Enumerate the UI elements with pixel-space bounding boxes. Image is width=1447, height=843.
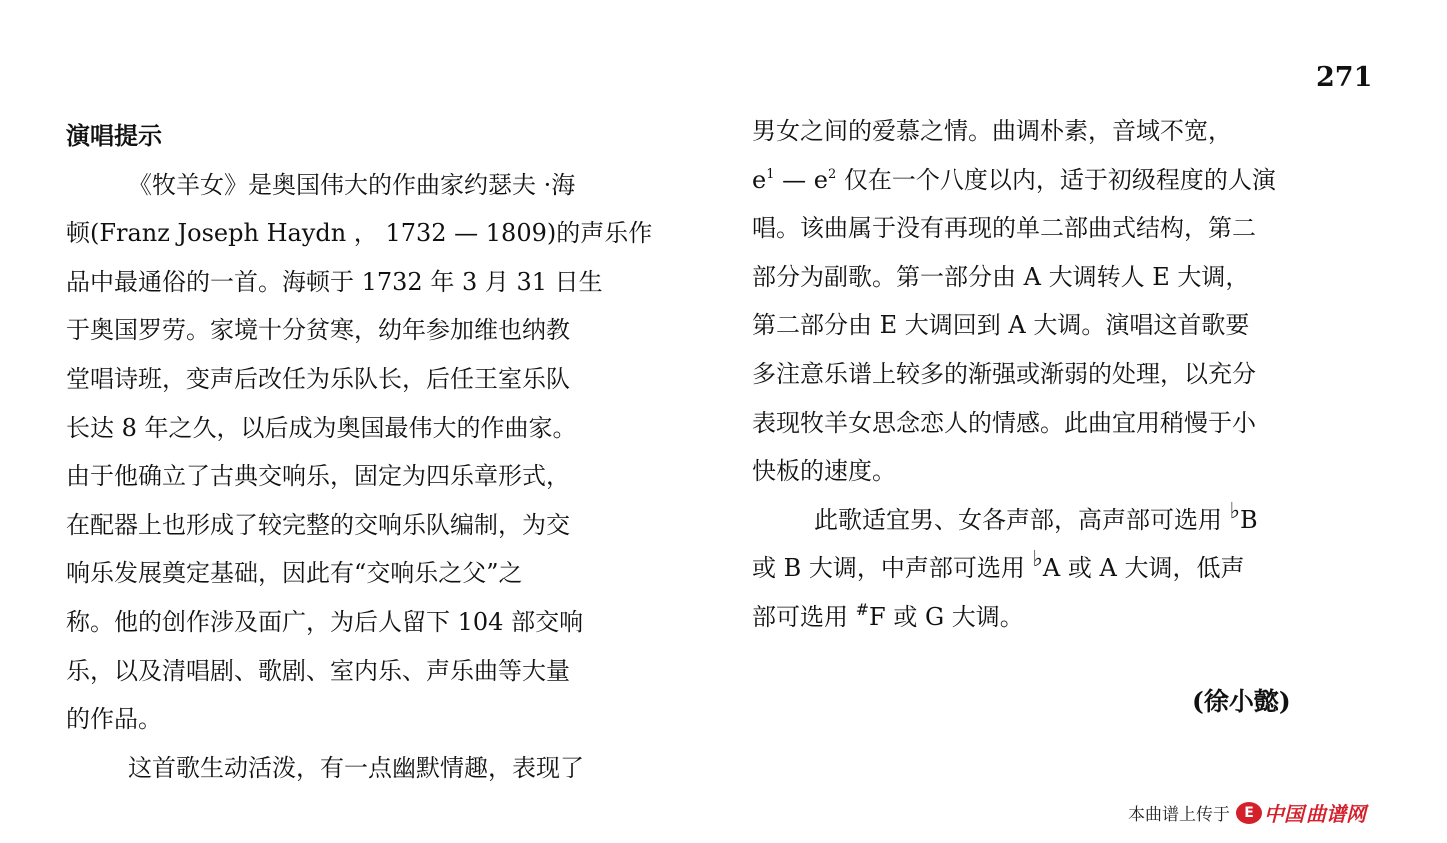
paragraph-line: 在配器上也形成了较完整的交响乐队编制，为交 — [66, 510, 570, 539]
range-rest: 仅在一个八度以内，适于初级程度的人演 — [836, 165, 1276, 194]
paragraph-line: 部分为副歌。第一部分由 A 大调转人 E 大调， — [752, 262, 1250, 291]
flat-icon: ♭ — [1032, 547, 1043, 573]
paragraph-line: 顿(Franz Joseph Haydn ， 1732 — 1809)的声乐作 — [66, 219, 653, 248]
superscript-1: 1 — [766, 166, 775, 182]
paragraph-line-voices — [752, 544, 1376, 593]
key-b: B — [1240, 505, 1258, 534]
paragraph-line: 品中最通俗的一首。海顿于 1732 年 3 月 31 日生 — [66, 267, 603, 296]
paragraph-line: 于奥国罗劳。家境十分贫寒，幼年参加维也纳教 — [66, 316, 570, 345]
paragraph-line: 快板的速度。 — [752, 457, 896, 486]
site-logo[interactable] — [1236, 798, 1366, 827]
paragraph-line: 男女之间的爱慕之情。曲调朴素，音域不宽， — [752, 117, 1232, 145]
page-number: 271 — [1316, 62, 1373, 93]
paragraph-line-voices — [752, 593, 1376, 642]
author-signature: (徐小懿) — [1192, 687, 1291, 716]
paragraph-line-range — [752, 156, 1376, 205]
right-column — [752, 107, 1376, 642]
upload-footer — [1128, 798, 1366, 827]
paragraph-line: 《牧羊女》是奥国伟大的作曲家约瑟夫 ·海 — [128, 170, 576, 199]
note-e: e — [752, 165, 767, 194]
superscript-2: 2 — [827, 166, 837, 182]
paragraph-line: 的作品。 — [66, 705, 162, 734]
paragraph-line: 乐，以及清唱剧、歌剧、室内乐、声乐曲等大量 — [66, 656, 570, 685]
paragraph-line: 表现牧羊女思念恋人的情感。此曲宜用稍慢于小 — [752, 408, 1256, 437]
paragraph-line: 堂唱诗班，变声后改任为乐队长，后任王室乐队 — [66, 364, 570, 393]
logo-text: 中国 — [1264, 802, 1304, 826]
paragraph-line-voices — [752, 496, 1376, 545]
paragraph-line: 称。他的创作涉及面广，为后人留下 104 部交响 — [66, 607, 584, 636]
paragraph-line: 唱。该曲属于没有再现的单二部曲式结构，第二 — [752, 214, 1256, 243]
logo-text: 曲谱网 — [1306, 802, 1366, 826]
section-heading: 演唱提示 — [66, 121, 162, 150]
left-column — [66, 112, 694, 792]
paragraph-line: 长达 8 年之久，以后成为奥国最伟大的作曲家。 — [66, 413, 577, 442]
key-a: A 或 A 大调，低声 — [1042, 554, 1245, 583]
voices-text: 或 B 大调，中声部可选用 — [752, 554, 1033, 583]
paragraph-line: 第二部分由 E 大调回到 A 大调。演唱这首歌要 — [752, 311, 1250, 340]
voices-text: 此歌适宜男、女各声部，高声部可选用 — [814, 505, 1230, 534]
paragraph-line: 多注意乐谱上较多的渐强或渐弱的处理，以充分 — [752, 359, 1256, 388]
paragraph-line: 由于他确立了古典交响乐，固定为四乐章形式， — [66, 462, 570, 491]
flat-icon: ♭ — [1229, 498, 1241, 524]
uploaded-text: 本曲谱上传于 — [1128, 805, 1230, 825]
logo-mark-icon: E — [1236, 802, 1262, 824]
sharp-icon: # — [855, 599, 870, 619]
key-f: F 或 G 大调。 — [869, 602, 1024, 631]
paragraph-line: 这首歌生动活泼，有一点幽默情趣，表现了 — [128, 753, 584, 782]
range-dash: — e — [774, 165, 828, 194]
voices-text: 部可选用 — [752, 602, 856, 631]
paragraph-line: 响乐发展奠定基础，因此有“交响乐之父”之 — [66, 559, 523, 588]
